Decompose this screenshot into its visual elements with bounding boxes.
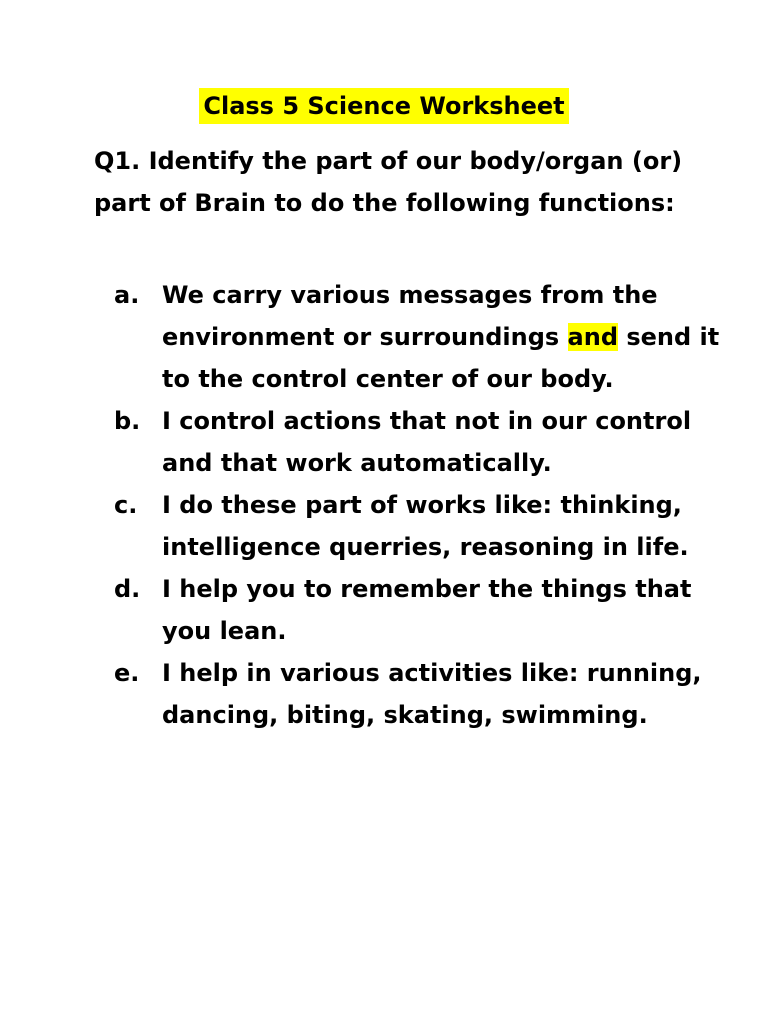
- item-text-part: send it to the control center of our body.: [162, 323, 720, 393]
- question-1: Q1. Identify the part of our body/organ (or) part of Brain to do the following functions:: [94, 147, 683, 217]
- list-marker: a.: [114, 281, 140, 309]
- highlighted-word: and: [567, 323, 619, 351]
- list-item-d: [114, 568, 734, 652]
- item-text: I help in various activities like: running, dancing, biting, skating, swimming.: [162, 659, 702, 729]
- item-text: I help you to remember the things that you lean.: [162, 575, 692, 645]
- list-item-b: [114, 400, 734, 484]
- list-marker: e.: [114, 659, 140, 687]
- list-marker: c.: [114, 491, 138, 519]
- list-marker: b.: [114, 407, 141, 435]
- list-item-e: [114, 652, 734, 736]
- list-marker: d.: [114, 575, 141, 603]
- item-text: I do these part of works like: thinking, intelligence querries, reasoning in life.: [162, 491, 689, 561]
- item-text-part: We carry various messages from the environment or surroundings: [162, 281, 658, 351]
- worksheet-title: Class 5 Science Worksheet: [199, 88, 568, 124]
- item-text: I control actions that not in our control and that work automatically.: [162, 407, 692, 477]
- list-item-a: [114, 274, 734, 400]
- title-container: [0, 88, 768, 124]
- item-text: [162, 281, 719, 393]
- list-item-c: [114, 484, 734, 568]
- function-list: [114, 274, 734, 736]
